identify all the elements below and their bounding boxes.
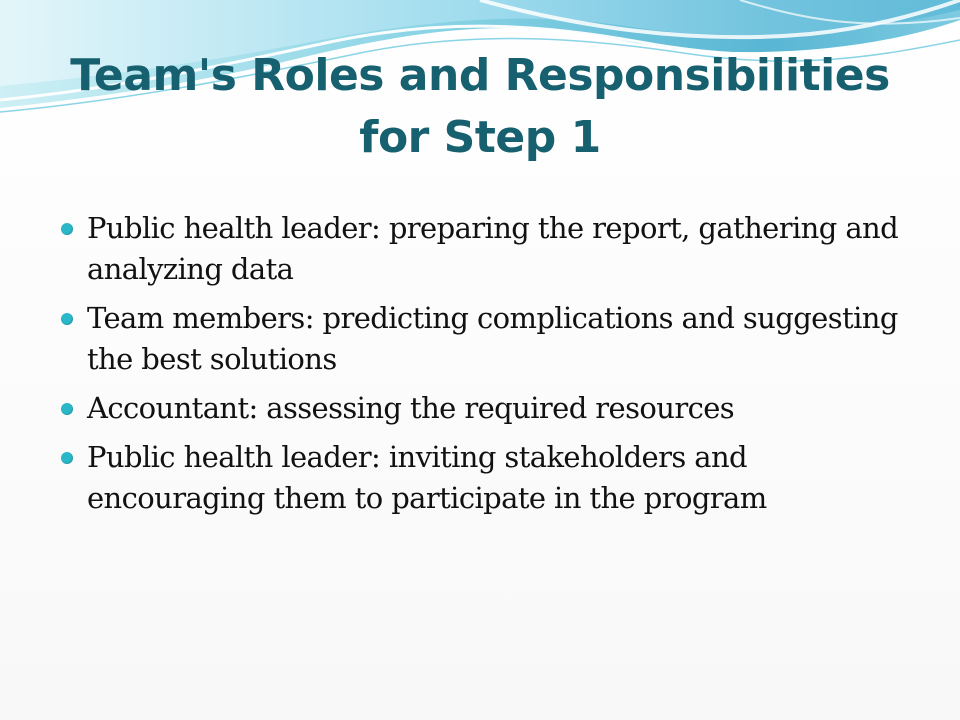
bullet-item [56,298,916,380]
bullet-text: Team members: predicting complications and suggesting the best solutions [87,301,898,376]
bullet-dot-icon [61,452,73,464]
bullet-text: Accountant: assessing the required resources [87,391,735,425]
bullet-item [56,208,916,290]
bullet-text: Public health leader: preparing the report, gathering and analyzing data [87,211,899,286]
bullet-item [56,437,916,519]
bullet-text: Public health leader: inviting stakeholders and encouraging them to participate in the program [87,440,767,515]
bullet-dot-icon [61,313,73,325]
bullet-list [56,208,916,527]
bullet-item [56,388,916,429]
slide-title: Team's Roles and Responsibilities for Step 1 [70,50,890,163]
bullet-dot-icon [61,403,73,415]
bullet-dot-icon [61,223,73,235]
